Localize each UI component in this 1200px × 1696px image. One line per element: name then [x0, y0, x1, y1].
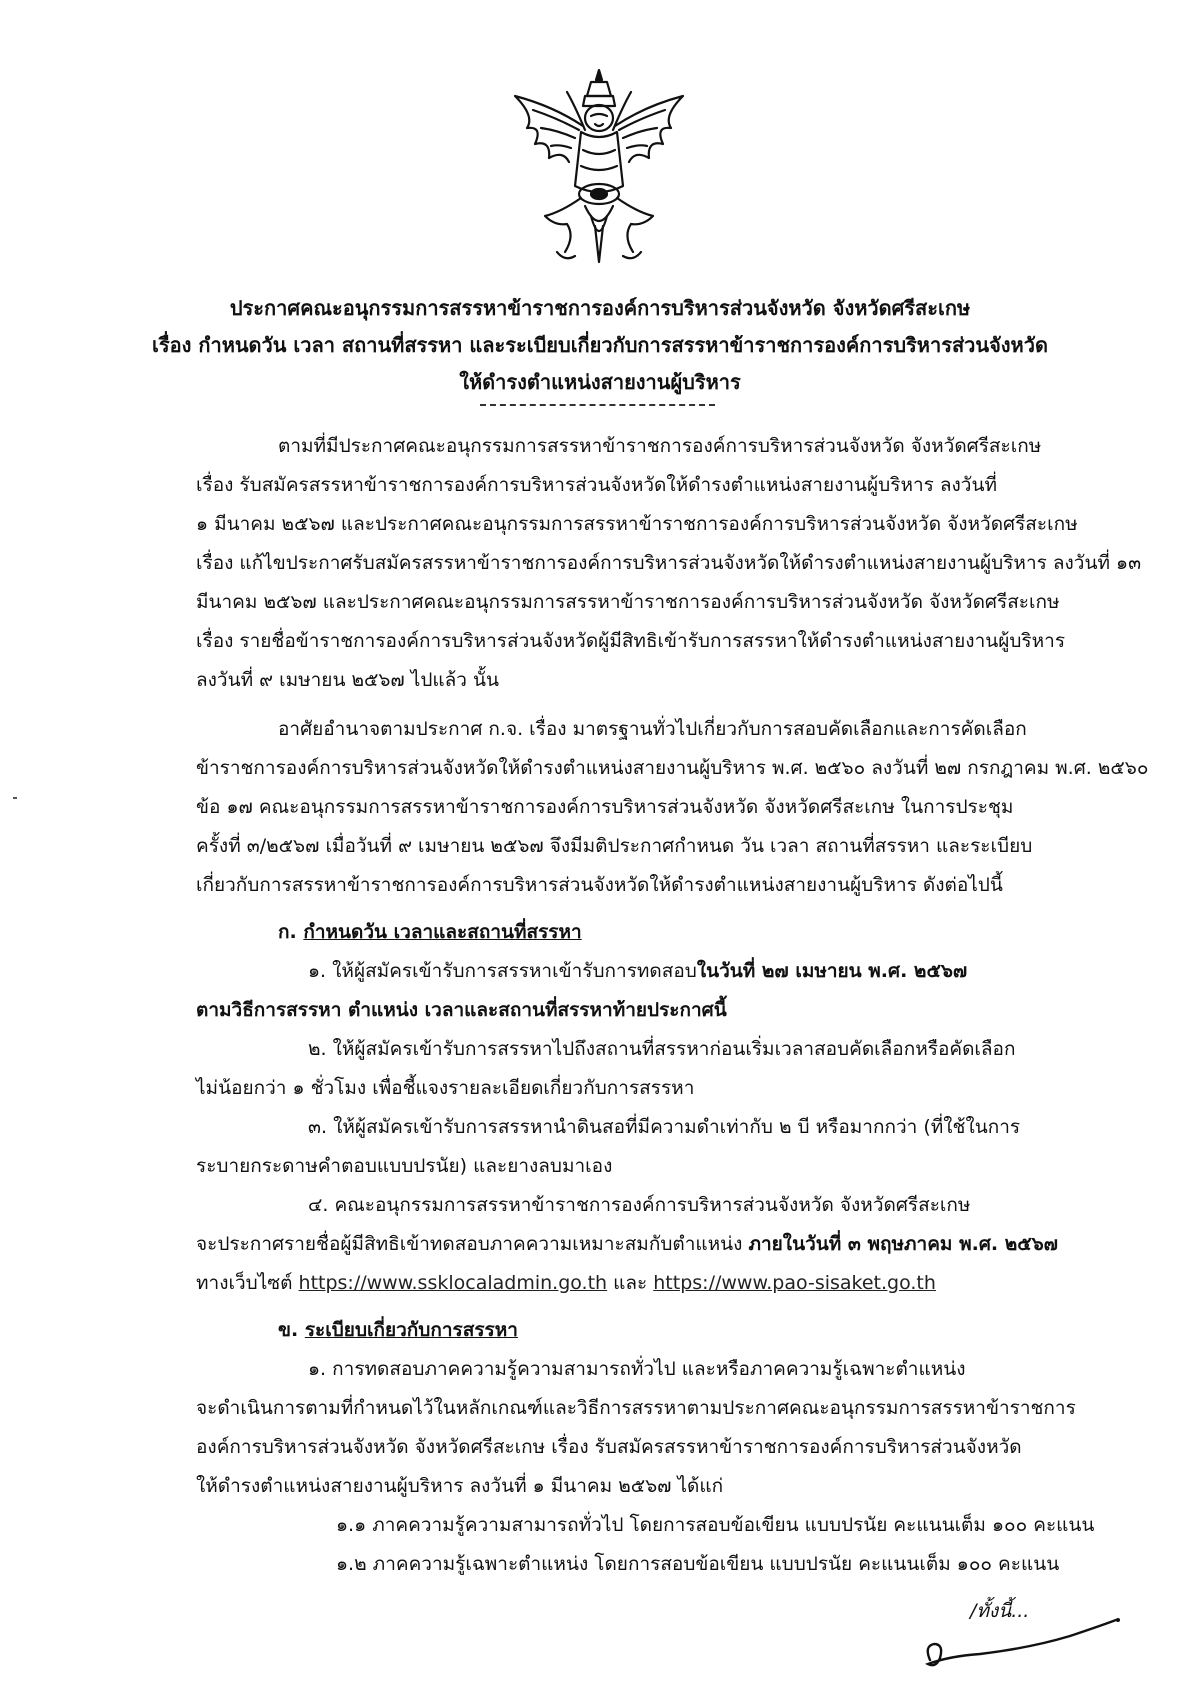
section-b-sub2: ๑.๒ ภาคความรู้เฉพาะตำแหน่ง โดยการสอบข้อเขียน แบบปรนัย คะแนนเต็ม ๑๐๐ คะแนน: [336, 1553, 1060, 1575]
section-b-item1-line3: องค์การบริหารส่วนจังหวัด จังหวัดศรีสะเกษ เรื่อง รับสมัครสรรหาข้าราชการองค์การบริหารส่วนจังหวัด: [196, 1436, 1022, 1458]
section-a-item2: ๒. ให้ผู้สมัครเข้ารับการสรรหาไปถึงสถานที่สรรหาก่อนเริ่มเวลาสอบคัดเลือกหรือคัดเลือก: [308, 1038, 1016, 1060]
para1-line2: เรื่อง รับสมัครสรรหาข้าราชการองค์การบริหารส่วนจังหวัดให้ดำรงตำแหน่งสายงานผู้บริหาร ลงวันที่: [196, 474, 997, 496]
section-a-item4-cont: [196, 1229, 1058, 1259]
and-label: และ: [607, 1272, 654, 1294]
announce-date: ภายในวันที่ ๓ พฤษภาคม พ.ศ. ๒๕๖๗: [748, 1233, 1058, 1255]
section-a-item3: ๓. ให้ผู้สมัครเข้ารับการสรรหานำดินสอที่มีความดำเท่ากับ ๒ บี หรือมากกว่า (ที่ใช้ในการ: [308, 1116, 1021, 1138]
section-a-prefix: ก.: [278, 921, 297, 943]
website-label: ทางเว็บไซต์: [196, 1272, 299, 1294]
announcement-title: ประกาศคณะอนุกรรมการสรรหาข้าราชการองค์การบริหารส่วนจังหวัด จังหวัดศรีสะเกษ: [229, 296, 971, 320]
garuda-emblem-icon: [505, 66, 693, 266]
section-a-item1-text: ๑. ให้ผู้สมัครเข้ารับการสรรหาเข้ารับการทดสอบ: [308, 960, 697, 982]
section-a-item4-text: จะประกาศรายชื่อผู้มีสิทธิเข้าทดสอบภาคความเหมาะสมกับตำแหน่ง: [196, 1233, 749, 1255]
para2-line3: ข้อ ๑๗ คณะอนุกรรมการสรรหาข้าราชการองค์การบริหารส่วนจังหวัด จังหวัดศรีสะเกษ ในการประชุม: [196, 796, 1014, 818]
section-b-heading: [278, 1315, 518, 1345]
para2-line2: ข้าราชการองค์การบริหารส่วนจังหวัดให้ดำรงตำแหน่งสายงานผู้บริหาร พ.ศ. ๒๕๖๐ ลงวันที่ ๒๗ กรกฎาคม พ.ศ. ๒๕๖๐: [196, 757, 1149, 779]
section-b-prefix: ข.: [278, 1319, 299, 1341]
section-b-item1: ๑. การทดสอบภาคความรู้ความสามารถทั่วไป และหรือภาคความรู้เฉพาะตำแหน่ง: [308, 1358, 966, 1380]
para1-line1: ตามที่มีประกาศคณะอนุกรรมการสรรหาข้าราชการองค์การบริหารส่วนจังหวัด จังหวัดศรีสะเกษ: [278, 435, 1042, 457]
section-a-item4-links: [196, 1268, 936, 1298]
para1-line6: เรื่อง รายชื่อข้าราชการองค์การบริหารส่วนจังหวัดผู้มีสิทธิเข้ารับการสรรหาให้ดำรงตำแหน่งสายงานผู้บริหาร: [196, 630, 1066, 652]
para1-line5: มีนาคม ๒๕๖๗ และประกาศคณะอนุกรรมการสรรหาข้าราชการองค์การบริหารส่วนจังหวัด จังหวัดศรีสะเกษ: [196, 591, 1060, 613]
section-a-item4: ๔. คณะอนุกรรมการสรรหาข้าราชการองค์การบริหารส่วนจังหวัด จังหวัดศรีสะเกษ: [308, 1194, 971, 1216]
section-a-item1: [308, 956, 967, 986]
para1-line7: ลงวันที่ ๙ เมษายน ๒๕๖๗ ไปแล้ว นั้น: [196, 669, 499, 691]
section-b-item1-line4: ให้ดำรงตำแหน่งสายงานผู้บริหาร ลงวันที่ ๑ มีนาคม ๒๕๖๗ ได้แก่: [196, 1475, 724, 1497]
signature-icon: [920, 1616, 1130, 1676]
para1-line4: เรื่อง แก้ไขประกาศรับสมัครสรรหาข้าราชการองค์การบริหารส่วนจังหวัดให้ดำรงตำแหน่งสายงานผู้บริหาร ลงวันที่ ๑๓: [196, 552, 1142, 574]
section-a-item1-cont: ตามวิธีการสรรหา ตำแหน่ง เวลาและสถานที่สรรหาท้ายประกาศนี้: [196, 999, 727, 1021]
exam-date: ในวันที่ ๒๗ เมษายน พ.ศ. ๒๕๖๗: [696, 960, 968, 982]
para2-line5: เกี่ยวกับการสรรหาข้าราชการองค์การบริหารส่วนจังหวัดให้ดำรงตำแหน่งสายงานผู้บริหาร ดังต่อไปนี้: [196, 874, 1003, 896]
title-divider: [480, 404, 715, 406]
section-b-title: ระเบียบเกี่ยวกับการสรรหา: [304, 1319, 518, 1341]
para2-line1: อาศัยอำนาจตามประกาศ ก.จ. เรื่อง มาตรฐานทั่วไปเกี่ยวกับการสอบคัดเลือกและการคัดเลือก: [278, 718, 1027, 740]
section-b-item1-line2: จะดำเนินการตามที่กำหนดไว้ในหลักเกณฑ์และวิธีการสรรหาตามประกาศคณะอนุกรรมการสรรหาข้าราชการ: [196, 1397, 1076, 1419]
section-a-title: กำหนดวัน เวลาและสถานที่สรรหา: [303, 921, 582, 943]
pao-sisaket-link[interactable]: https://www.pao-sisaket.go.th: [653, 1272, 936, 1294]
section-a-item2-cont: ไม่น้อยกว่า ๑ ชั่วโมง เพื่อชี้แจงรายละเอียดเกี่ยวกับการสรรหา: [196, 1077, 695, 1099]
ssklocaladmin-link[interactable]: https://www.ssklocaladmin.go.th: [298, 1272, 608, 1294]
section-a-item3-cont: ระบายกระดาษคำตอบแบบปรนัย) และยางลบมาเอง: [196, 1155, 613, 1177]
section-b-sub1: ๑.๑ ภาคความรู้ความสามารถทั่วไป โดยการสอบข้อเขียน แบบปรนัย คะแนนเต็ม ๑๐๐ คะแนน: [336, 1514, 1095, 1536]
para2-line4: ครั้งที่ ๓/๒๕๖๗ เมื่อวันที่ ๙ เมษายน ๒๕๖๗ จึงมีมติประกาศกำหนด วัน เวลา สถานที่สรรหา และระเบียบ: [196, 835, 1033, 857]
announcement-subject-line2: ให้ดำรงตำแหน่งสายงานผู้บริหาร: [459, 370, 741, 394]
continuation-marker: /ทั้งนี้...: [970, 1600, 1030, 1622]
section-a-heading: [278, 917, 582, 947]
announcement-subject: เรื่อง กำหนดวัน เวลา สถานที่สรรหา และระเบียบเกี่ยวกับการสรรหาข้าราชการองค์การบริหารส่วนจังหวัด: [152, 333, 1048, 357]
para1-line3: ๑ มีนาคม ๒๕๖๗ และประกาศคณะอนุกรรมการสรรหาข้าราชการองค์การบริหารส่วนจังหวัด จังหวัดศรีสะเกษ: [196, 513, 1078, 535]
scan-speck: [13, 797, 17, 799]
